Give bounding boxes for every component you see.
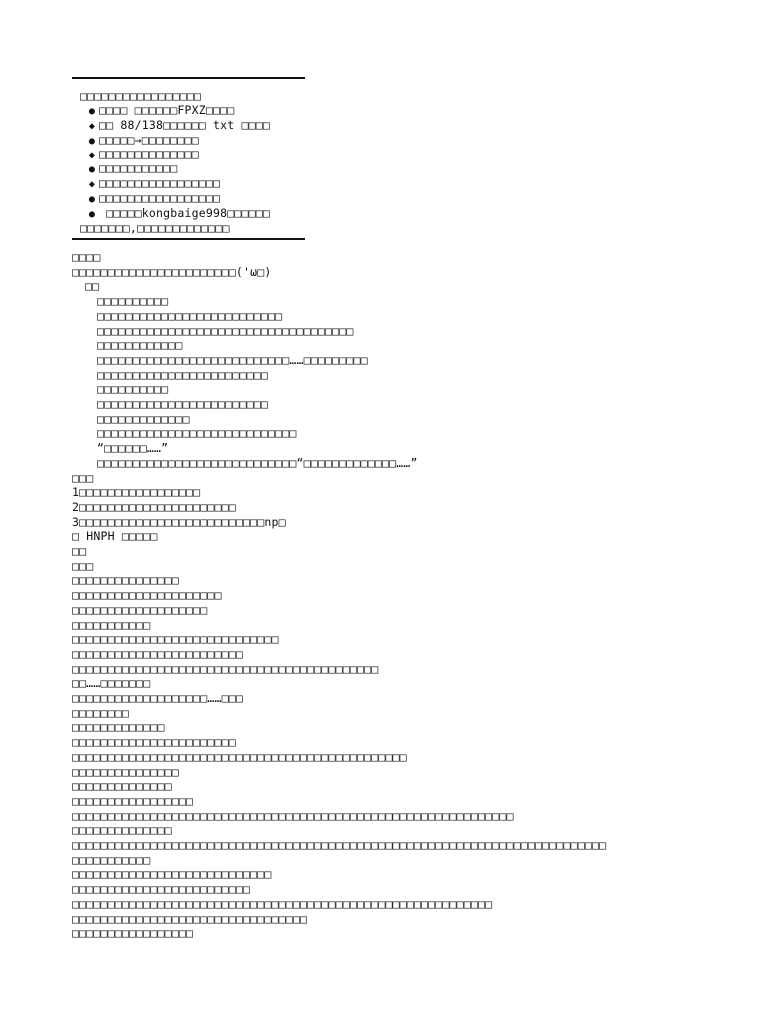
body-line: □□ (72, 544, 87, 558)
body-line: □□……□□□□□□□ (72, 676, 151, 690)
bullet-dot-icon: ● (88, 209, 96, 220)
list-item-text: □□□□□□□□□□□□□□ (99, 147, 199, 161)
body-line: □□□□□□□□□□□□□□□□□□□□□ (72, 588, 222, 602)
list-item-text: □□□□□→□□□□□□□□ (99, 133, 199, 147)
list-item-text: □□□□□kongbaige998□□□□□□ (99, 206, 270, 220)
body-line: □ HNPH □□□□□ (72, 529, 158, 543)
body-line: □□□□□□□□□□□□□□□□□□□□□□□□ (97, 397, 268, 411)
body-line: □□□□□□□□□□□□□□□□□□□□□□□□□□□□□□□□□□□□□□□□□□□□□□□ (72, 750, 407, 764)
body-line: □□□ (72, 559, 94, 573)
body-line: □□□□□□□□□□□□□□□□□□□□□□□□□□□□□□□□□□□□□□□□□□□□□□□□□□□□□□□□□□□ (72, 897, 493, 911)
body-line: □□□□□□□□□□□□□□□□□□□□□□□ (72, 735, 236, 749)
bullet-diamond-icon: ◆ (88, 150, 96, 161)
body-line: 2□□□□□□□□□□□□□□□□□□□□□□ (72, 500, 236, 514)
body-line: □□□□□□□□□□□□□□□□□□□ (72, 603, 208, 617)
body-line: □□□□□□□□□□□□□□□□□□□□□□□□□□□□□□□□□ (72, 912, 308, 926)
list-item (85, 103, 234, 117)
list-item (85, 147, 199, 161)
body-line: □□□□□□□□ (72, 706, 129, 720)
body-line: □□□□□□□□□□ (97, 382, 169, 396)
list-item (85, 206, 270, 220)
body-line: 1□□□□□□□□□□□□□□□□□ (72, 485, 201, 499)
list-item (85, 133, 199, 147)
list-item (85, 161, 177, 175)
body-line: □□□□ (72, 250, 101, 264)
body-line: 3□□□□□□□□□□□□□□□□□□□□□□□□□□np□ (72, 515, 286, 529)
body-line: □□□□□□□□□□□□□□□□□□□□□□□□□□□□□□□□□□□□□□□□□□□□□□□□□□□□□□□□□□□□□□□□□□□□□□□□□□□ (72, 838, 607, 852)
list-item (85, 176, 220, 190)
body-line: □□□□□□□□□□□□□□□□□ (72, 794, 194, 808)
body-line: □□□□□□□□□□□□□□□□□□□□□□□□□□□□“□□□□□□□□□□□□□……” (97, 456, 418, 470)
body-line: □□□□□□□□□□□□□□□□□□□……□□□ (72, 691, 243, 705)
body-line: □□□□□□□□□□□□□□□□□□□□□□□□ (72, 647, 243, 661)
body-line: □□□□□□□□□□□□□□□□□□□□□□□□ (97, 368, 268, 382)
body-line: □□□□□□□□□□□□□□□ (72, 573, 179, 587)
bullet-dot-icon: ● (88, 164, 96, 175)
body-line: □□□□□□□□□□□□□□□□□□□□□□□□□□□□□□□□□□□□□□□□□□□ (72, 662, 379, 676)
body-line: □□□□□□□□□□□□□□□□□□□□□□□□□ (72, 882, 251, 896)
body-line: □□□□□□□□□□□□□ (97, 412, 190, 426)
list-item-text: □□ 88/138□□□□□□ txt □□□□ (99, 118, 270, 132)
list-item-text: □□□□□□□□□□□□□□□□□ (99, 176, 221, 190)
body-line: □□□□□□□□□□□□□□□□□□□□□□□□□□□□□□□□□□□□ (97, 324, 354, 338)
list-item-text: □□□□ □□□□□□FPXZ□□□□ (99, 103, 235, 117)
body-line: □□□□□□□□□□□□□□□□□□□□□□□□□□□□ (72, 867, 272, 881)
body-line: □□□□□□□□□□ (97, 294, 169, 308)
body-line: □□□□□□□□□□□□□□□ (72, 765, 179, 779)
list-item (85, 118, 270, 132)
bottom-rule (72, 238, 305, 240)
body-line: □□□□□□□□□□□□□□□□□□□□□□□□□□□……□□□□□□□□□ (97, 353, 368, 367)
body-line: □□□□□□□□□□□□□□□□□□□□□□□□□□□□ (97, 426, 297, 440)
body-line: □□□□□□□□□□□ (72, 618, 151, 632)
bullet-dot-icon: ● (88, 106, 96, 117)
header-outro: □□□□□□□,□□□□□□□□□□□□□ (80, 221, 230, 235)
body-line: □□□ (72, 471, 94, 485)
header-intro: □□□□□□□□□□□□□□□□□ (80, 89, 202, 103)
body-line: □□□□□□□□□□□□□□ (72, 823, 172, 837)
body-line: □□□□□□□□□□□□□□ (72, 779, 172, 793)
body-line: □□□□□□□□□□□□□□□□□□□□□□□□□□□□□ (72, 632, 279, 646)
body-line: “□□□□□□……” (97, 441, 169, 455)
body-line: □□ (85, 279, 100, 293)
bullet-diamond-icon: ◆ (88, 121, 96, 132)
bullet-dot-icon: ● (88, 136, 96, 147)
top-rule (72, 77, 305, 79)
body-line: □□□□□□□□□□□□ (97, 338, 183, 352)
bullet-diamond-icon: ◆ (88, 179, 96, 190)
list-item (85, 191, 220, 205)
body-line: □□□□□□□□□□□ (72, 853, 151, 867)
body-line: □□□□□□□□□□□□□ (72, 720, 165, 734)
body-line: □□□□□□□□□□□□□□□□□□□□□□□□□□ (97, 309, 283, 323)
list-item-text: □□□□□□□□□□□ (99, 161, 178, 175)
body-line: □□□□□□□□□□□□□□□□□□□□□□□('ω□) (72, 265, 272, 279)
body-line: □□□□□□□□□□□□□□□□□□□□□□□□□□□□□□□□□□□□□□□□□□□□□□□□□□□□□□□□□□□□□□ (72, 809, 514, 823)
list-item-text: □□□□□□□□□□□□□□□□□ (99, 191, 221, 205)
bullet-dot-icon: ● (88, 194, 96, 205)
body-line: □□□□□□□□□□□□□□□□□ (72, 926, 194, 940)
